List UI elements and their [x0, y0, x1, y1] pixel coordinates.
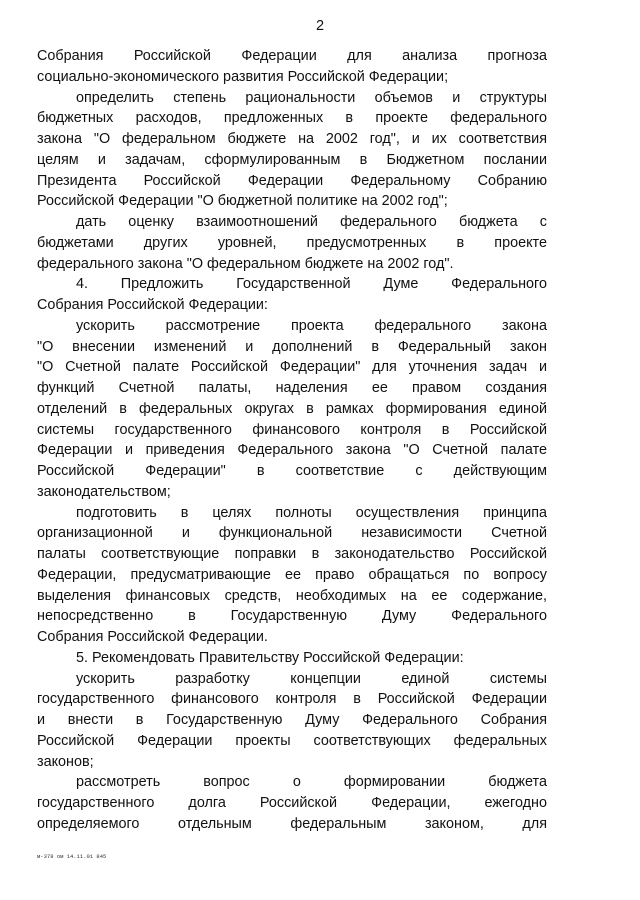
text-line: 5. Рекомендовать Правительству Российской Федерации:	[76, 649, 464, 666]
footer-code: м-378 ом 14.11.01 845	[37, 853, 107, 860]
text-line: системы государственного финансового контроля в Российской	[37, 421, 547, 438]
document-body	[37, 46, 547, 835]
text-line: Российской Федерации проекты соответствующих федеральных	[37, 732, 547, 749]
text-line: Президента Российской Федерации Федеральному Собранию	[37, 172, 547, 189]
text-line: ускорить разработку концепции единой системы	[76, 670, 547, 687]
text-line: выделения финансовых средств, необходимых на ее содержание,	[37, 587, 547, 604]
text-line: непосредственно в Государственную Думу Федерального	[37, 608, 547, 625]
text-line: законодательством;	[37, 483, 171, 500]
text-line: государственного финансового контроля в Российской Федерации	[37, 691, 547, 708]
text-line: законов;	[37, 753, 94, 770]
text-line: определяемого отдельным федеральным законом, для	[37, 815, 547, 832]
text-line: дать оценку взаимоотношений федерального бюджета с	[76, 214, 547, 230]
text-line: палаты соответствующие поправки в законодательство Российской	[37, 546, 547, 562]
text-line: целям и задачам, сформулированным в Бюджетном послании	[37, 151, 547, 168]
text-line: Федерации и приведения Федерального закона "О Счетной палате	[37, 442, 547, 459]
text-line: и внести в Государственную Думу Федерального Собрания	[37, 712, 547, 728]
text-line: бюджетами других уровней, предусмотренных в проекте	[37, 234, 547, 251]
text-line: рассмотреть вопрос о формировании бюджета	[76, 774, 547, 791]
text-line: социально-экономического развития Российской Федерации;	[37, 68, 449, 85]
text-line: Собрания Российской Федерации.	[37, 629, 268, 645]
page-number: 2	[315, 18, 325, 34]
text-line: "О внесении изменений и дополнений в Федеральный закон	[37, 338, 547, 355]
text-line: закона "О федеральном бюджете на 2002 год", и их соответствия	[37, 131, 547, 147]
text-line: бюджетных расходов, предложенных в проекте федерального	[37, 110, 547, 127]
text-line: государственного долга Российской Федерации, ежегодно	[37, 795, 547, 811]
text-line: определить степень рациональности объемов и структуры	[76, 89, 547, 106]
text-line: "О Счетной палате Российской Федерации" для уточнения задач и	[37, 359, 547, 376]
text-line: Федерации, предусматривающие ее право обращаться по вопросу	[37, 566, 547, 583]
text-line: организационной и функциональной независимости Счетной	[37, 525, 547, 542]
text-line: федерального закона "О федеральном бюджете на 2002 год".	[37, 255, 454, 272]
text-line: ускорить рассмотрение проекта федерального закона	[76, 317, 547, 334]
text-line: Собрания Российской Федерации для анализа прогноза	[37, 48, 547, 64]
text-line: функций Счетной палаты, наделения ее правом создания	[37, 380, 547, 396]
text-line: 4. Предложить Государственной Думе Федерального	[76, 276, 547, 293]
text-line: Собрания Российской Федерации:	[37, 297, 268, 313]
text-line: Российской Федерации" в соответствие с действующим	[37, 463, 547, 479]
text-line: отделений в федеральных округах в рамках формирования единой	[37, 400, 547, 417]
text-line: Российской Федерации "О бюджетной политике на 2002 год";	[37, 193, 448, 210]
text-line: подготовить в целях полноты осуществления принципа	[76, 504, 547, 521]
